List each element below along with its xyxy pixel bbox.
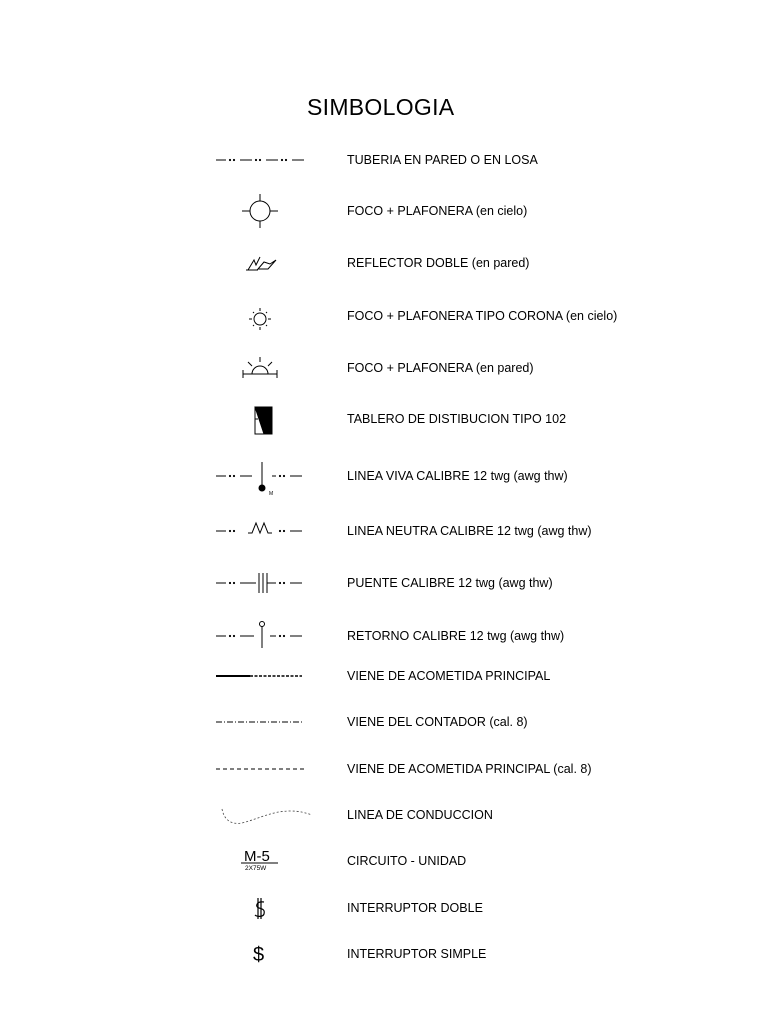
ceiling-light-icon: [210, 191, 320, 231]
return-wire-icon: [210, 616, 320, 656]
legend-row: [0, 702, 768, 742]
legend-row: [0, 399, 768, 439]
double-reflector-icon: [210, 243, 320, 283]
wall-light-icon: [210, 348, 320, 388]
dashed-service-line-icon: [210, 749, 320, 789]
jumper-wire-icon: [210, 563, 320, 603]
symbol-text: M: [269, 491, 274, 497]
double-switch-icon: [210, 888, 320, 928]
legend-label: FOCO + PLAFONERA (en pared): [347, 361, 534, 375]
conduction-line-icon: [210, 795, 320, 835]
legend-row: [0, 296, 768, 336]
distribution-panel-icon: [210, 399, 320, 439]
legend-label: INTERRUPTOR SIMPLE: [347, 947, 487, 961]
circuit-unit-code: M-5: [244, 848, 270, 865]
live-wire-icon: [210, 456, 320, 496]
legend-row: [0, 348, 768, 388]
switch-symbol: $: [253, 944, 265, 966]
page-title: SIMBOLOGIA: [307, 94, 455, 120]
legend-row: [0, 841, 768, 881]
crown-ceiling-light-icon: [210, 296, 320, 336]
legend-label: LINEA NEUTRA CALIBRE 12 twg (awg thw): [347, 524, 592, 538]
main-service-line-icon: [210, 656, 320, 696]
legend-label: VIENE DE ACOMETIDA PRINCIPAL: [347, 669, 551, 683]
legend-label: LINEA DE CONDUCCION: [347, 808, 493, 822]
legend-row: [0, 243, 768, 283]
legend-row: [0, 888, 768, 928]
legend-label: REFLECTOR DOBLE (en pared): [347, 256, 530, 270]
legend-label: PUENTE CALIBRE 12 twg (awg thw): [347, 576, 553, 590]
legend-label: CIRCUITO - UNIDAD: [347, 854, 467, 868]
legend-row: [0, 140, 768, 180]
legend-row: [0, 456, 768, 496]
circuit-unit-load: 2X75W: [245, 865, 267, 872]
legend-row: [0, 795, 768, 835]
legend-row: [0, 656, 768, 696]
legend-row: [0, 934, 768, 974]
legend-label: TABLERO DE DISTIBUCION TIPO 102: [347, 412, 567, 426]
legend-label: RETORNO CALIBRE 12 twg (awg thw): [347, 629, 565, 643]
legend-row: [0, 191, 768, 231]
legend-label: VIENE DE ACOMETIDA PRINCIPAL (cal. 8): [347, 762, 592, 776]
meter-line-icon: [210, 702, 320, 742]
legend-label: FOCO + PLAFONERA TIPO CORONA (en cielo): [347, 309, 618, 323]
legend-label: LINEA VIVA CALIBRE 12 twg (awg thw): [347, 469, 568, 483]
legend-row: [0, 563, 768, 603]
legend-label: FOCO + PLAFONERA (en cielo): [347, 204, 528, 218]
legend-row: [0, 749, 768, 789]
legend-row: [0, 511, 768, 551]
legend-label: VIENE DEL CONTADOR (cal. 8): [347, 715, 528, 729]
legend-label: INTERRUPTOR DOBLE: [347, 901, 483, 915]
circuit-unit-icon: [210, 841, 320, 881]
legend-row: [0, 616, 768, 656]
neutral-wire-icon: [210, 511, 320, 551]
legend-label: TUBERIA EN PARED O EN LOSA: [347, 153, 538, 167]
conduit-line-icon: [210, 140, 320, 180]
single-switch-icon: [210, 934, 320, 974]
